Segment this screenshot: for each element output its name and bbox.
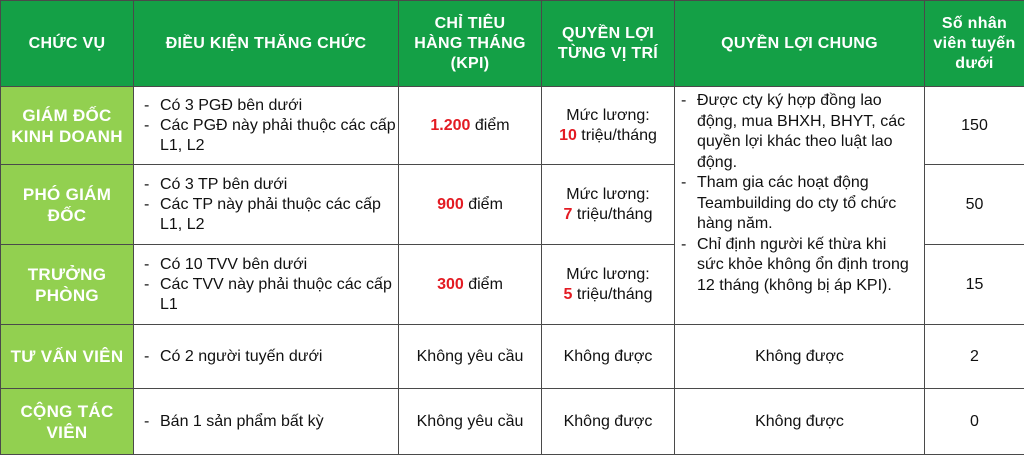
condition-item: - Bán 1 sản phẩm bất kỳ bbox=[144, 412, 398, 432]
position-cell bbox=[1, 325, 134, 389]
staff-cell: 0 bbox=[925, 389, 1024, 455]
benefit-cell bbox=[542, 245, 675, 325]
kpi-unit: điểm bbox=[464, 196, 503, 213]
table-row-giam-doc bbox=[1, 87, 1024, 165]
header-kpi-line3: (KPI) bbox=[451, 55, 490, 72]
condition-item: - Các TVV này phải thuộc các cấp L1 bbox=[144, 275, 398, 315]
benefit-label: Mức lương: bbox=[566, 107, 649, 124]
position-cell bbox=[1, 87, 134, 165]
position-line1: TRƯỞNG bbox=[28, 265, 107, 284]
header-kpi bbox=[399, 1, 542, 87]
condition-cell bbox=[134, 165, 399, 245]
benefit-unit: triệu/tháng bbox=[572, 206, 652, 223]
position-line1: GIÁM ĐỐC bbox=[22, 106, 111, 125]
position-cell bbox=[1, 165, 134, 245]
header-kpi-line1: CHỈ TIÊU bbox=[435, 15, 506, 32]
benefit-value: 7 bbox=[564, 206, 573, 223]
kpi-cell: Không yêu cầu bbox=[399, 325, 542, 389]
kpi-unit: điểm bbox=[470, 117, 509, 134]
kpi-cell bbox=[399, 245, 542, 325]
kpi-cell bbox=[399, 165, 542, 245]
condition-item: - Có 3 PGĐ bên dưới bbox=[144, 96, 398, 116]
position-cell bbox=[1, 245, 134, 325]
table-row-tu-van-vien bbox=[1, 325, 1024, 389]
header-benefit-common: QUYỀN LỢI CHUNG bbox=[675, 1, 925, 87]
header-condition: ĐIỀU KIỆN THĂNG CHỨC bbox=[134, 1, 399, 87]
header-row bbox=[1, 1, 1024, 87]
condition-item: - Có 3 TP bên dưới bbox=[144, 175, 398, 195]
position-line2: PHÒNG bbox=[35, 286, 99, 305]
header-staff-line2: viên tuyến bbox=[933, 35, 1015, 52]
condition-item: - Các TP này phải thuộc các cấp L1, L2 bbox=[144, 195, 398, 235]
header-staff-line3: dưới bbox=[955, 55, 993, 72]
position-line1: PHÓ GIÁM bbox=[23, 185, 111, 204]
common-benefits-cell bbox=[675, 87, 925, 325]
condition-cell bbox=[134, 389, 399, 455]
common-benefit-cell: Không được bbox=[675, 325, 925, 389]
benefit-label: Mức lương: bbox=[566, 266, 649, 283]
position-line1: TƯ VẤN VIÊN bbox=[11, 347, 124, 366]
kpi-value: 900 bbox=[437, 196, 464, 213]
benefit-cell: Không được bbox=[542, 389, 675, 455]
condition-item: - Các PGĐ này phải thuộc các cấp L1, L2 bbox=[144, 116, 398, 156]
staff-cell: 150 bbox=[925, 87, 1024, 165]
benefit-value: 10 bbox=[559, 127, 577, 144]
common-benefit-item: - Chỉ định người kế thừa khi sức khỏe không ổn định trong 12 tháng (không bị áp KPI). bbox=[681, 235, 914, 297]
condition-cell bbox=[134, 325, 399, 389]
benefit-cell bbox=[542, 87, 675, 165]
condition-item: - Có 10 TVV bên dưới bbox=[144, 255, 398, 275]
staff-cell: 2 bbox=[925, 325, 1024, 389]
kpi-value: 1.200 bbox=[430, 117, 470, 134]
header-benefit-line2: TỪNG VỊ TRÍ bbox=[558, 45, 658, 62]
benefit-unit: triệu/tháng bbox=[577, 127, 657, 144]
benefit-value: 5 bbox=[564, 286, 573, 303]
position-line2: KINH DOANH bbox=[11, 127, 123, 146]
position-line1: CỘNG TÁC bbox=[20, 402, 113, 421]
kpi-unit: điểm bbox=[464, 276, 503, 293]
benefit-label: Mức lương: bbox=[566, 186, 649, 203]
common-benefit-cell: Không được bbox=[675, 389, 925, 455]
condition-cell bbox=[134, 87, 399, 165]
header-benefit-position bbox=[542, 1, 675, 87]
benefit-cell: Không được bbox=[542, 325, 675, 389]
kpi-cell: Không yêu cầu bbox=[399, 389, 542, 455]
condition-cell bbox=[134, 245, 399, 325]
condition-item: - Có 2 người tuyến dưới bbox=[144, 347, 398, 367]
position-line2: ĐỐC bbox=[48, 206, 87, 225]
kpi-value: 300 bbox=[437, 276, 464, 293]
benefit-cell bbox=[542, 165, 675, 245]
header-staff bbox=[925, 1, 1024, 87]
kpi-cell bbox=[399, 87, 542, 165]
common-benefit-item: - Tham gia các hoạt động Teambuilding do cty tổ chức hàng năm. bbox=[681, 173, 914, 235]
position-cell bbox=[1, 389, 134, 455]
position-line2: VIÊN bbox=[47, 423, 88, 442]
common-benefit-item: - Được cty ký hợp đồng lao động, mua BHXH, BHYT, các quyền lợi khác theo luật lao động. bbox=[681, 91, 914, 173]
header-staff-line1: Số nhân bbox=[942, 15, 1007, 32]
table-row-cong-tac-vien bbox=[1, 389, 1024, 455]
staff-cell: 15 bbox=[925, 245, 1024, 325]
header-position: CHỨC VỤ bbox=[1, 1, 134, 87]
benefit-unit: triệu/tháng bbox=[572, 286, 652, 303]
header-kpi-line2: HÀNG THÁNG bbox=[414, 35, 525, 52]
header-benefit-line1: QUYỀN LỢI bbox=[562, 25, 654, 42]
staff-cell: 50 bbox=[925, 165, 1024, 245]
